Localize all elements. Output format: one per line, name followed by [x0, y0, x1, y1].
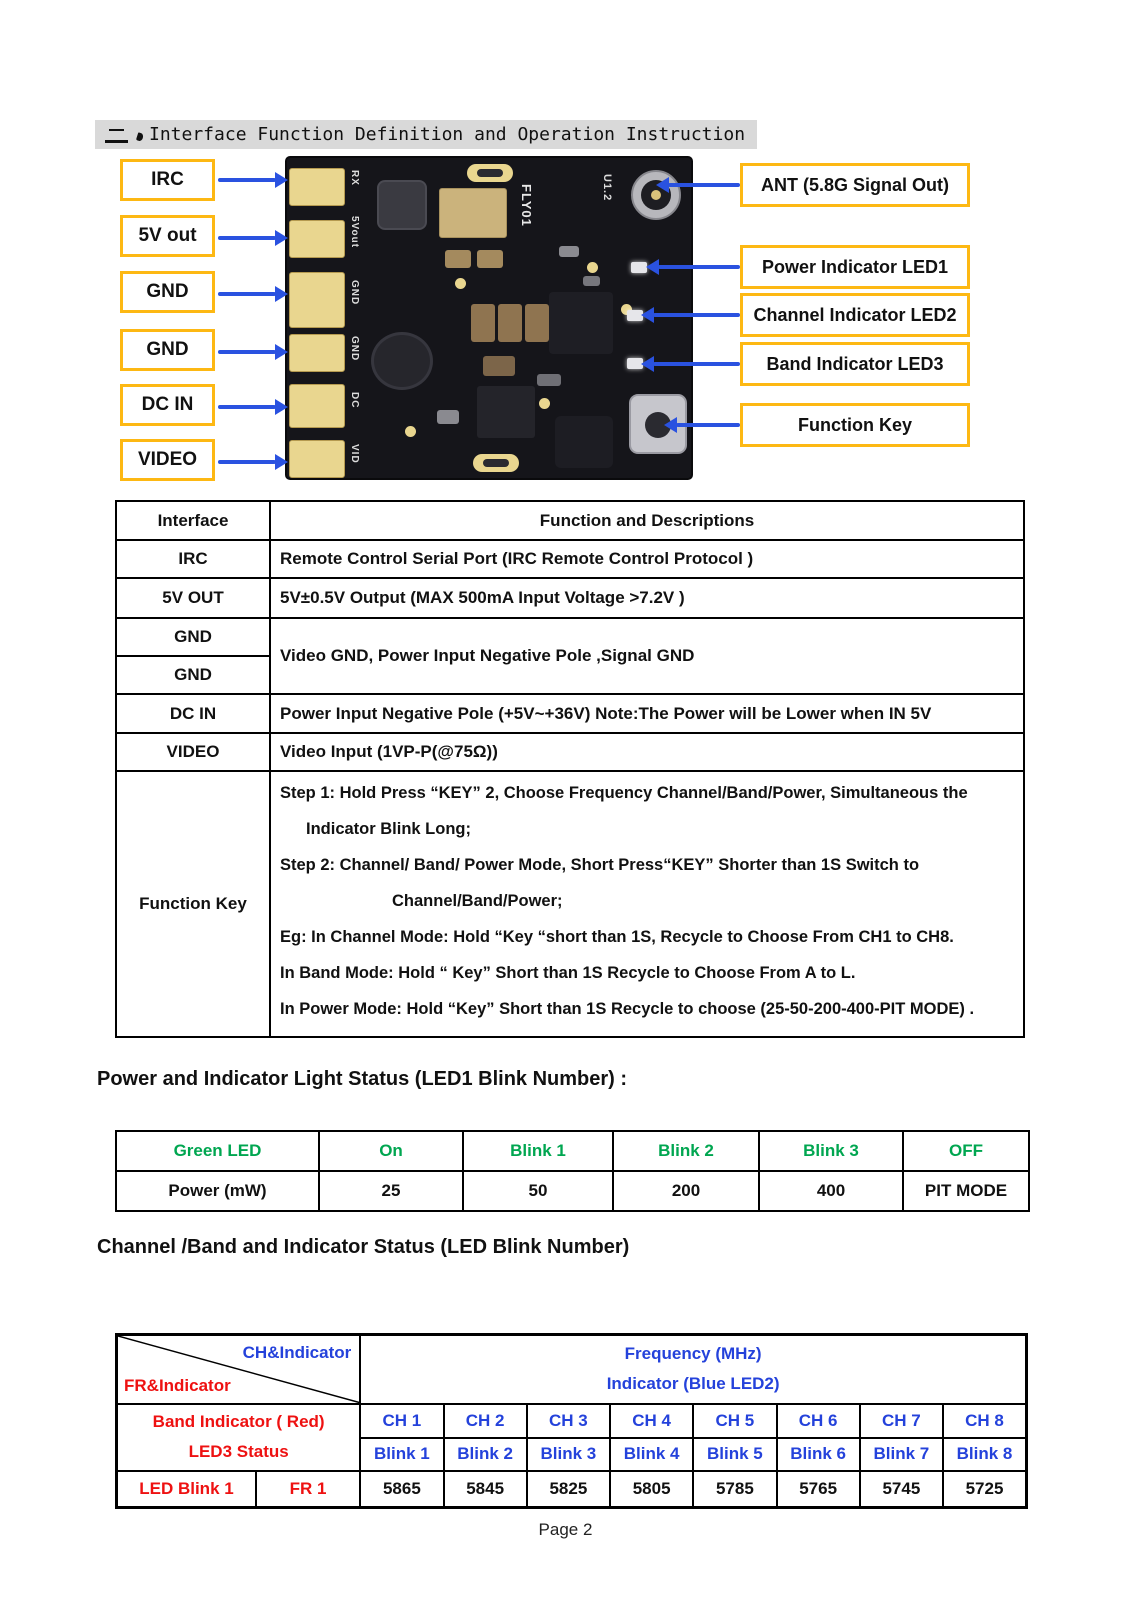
feature-label-text: Power Indicator LED1	[761, 256, 949, 277]
gold-via	[405, 426, 416, 437]
pin-label-text: IRC	[151, 169, 184, 190]
frequency-table	[115, 1333, 1028, 1509]
label-led1	[740, 245, 970, 289]
capacitor	[477, 250, 503, 268]
cell-power-25: 25	[319, 1171, 463, 1211]
cell-power-50: 50	[463, 1171, 613, 1211]
cell-blink-2: Blink 2	[444, 1438, 527, 1471]
label-antenna	[740, 163, 970, 207]
cell-ch6: CH 6	[777, 1404, 860, 1438]
cell-blink-3: Blink 3	[527, 1438, 610, 1471]
pin-label-gnd2	[120, 329, 215, 371]
power-indicator-table	[115, 1130, 1030, 1212]
cell-blink-7: Blink 7	[860, 1438, 943, 1471]
arrow-led1	[658, 265, 740, 269]
frequency-header-line1: Frequency (MHz)	[624, 1344, 762, 1364]
silkscreen-vid: VID	[349, 444, 360, 464]
resistor	[559, 246, 579, 257]
header-function: Function and Descriptions	[270, 501, 1024, 540]
cell-gnd2-label: GND	[116, 656, 270, 694]
pad-gnd2	[289, 334, 345, 372]
arrow-gnd1	[218, 292, 276, 296]
arrow-5vout	[218, 236, 276, 240]
pad-dcin	[289, 384, 345, 428]
band-header-line2: LED3 Status	[188, 1442, 289, 1461]
cell-freq-5725: 5725	[943, 1471, 1026, 1508]
cell-freq-5745: 5745	[860, 1471, 943, 1508]
cell-blink2: Blink 2	[613, 1131, 759, 1171]
pin-label-gnd1	[120, 271, 215, 313]
cell-ch3: CH 3	[527, 1404, 610, 1438]
resistor	[537, 374, 561, 386]
arrow-dcin	[218, 405, 276, 409]
cell-led-blink-1: LED Blink 1	[117, 1471, 256, 1508]
fk-example-power: In Power Mode: Hold “Key” Short than 1S Recycle to choose (25-50-200-400-PIT MODE) .	[280, 1000, 975, 1018]
arrow-led2	[653, 313, 740, 317]
band-header-line1: Band Indicator ( Red)	[152, 1412, 325, 1431]
cell-freq-5865: 5865	[360, 1471, 443, 1508]
fk-example-ch: Eg: In Channel Mode: Hold “Key “short than 1S, Recycle to Choose From CH1 to CH8.	[280, 928, 954, 946]
pad-video	[289, 440, 345, 478]
cell-ch4: CH 4	[610, 1404, 693, 1438]
cell-irc-desc: Remote Control Serial Port (IRC Remote Control Protocol )	[270, 540, 1024, 578]
cell-blink-4: Blink 4	[610, 1438, 693, 1471]
cell-irc-label: IRC	[116, 540, 270, 578]
label-function-key	[740, 403, 970, 447]
frequency-header-line2: Indicator (Blue LED2)	[606, 1374, 780, 1394]
arrow-antenna	[668, 183, 740, 187]
led1-power-indicator	[631, 262, 647, 273]
power-inductor	[371, 332, 433, 390]
cell-ch8: CH 8	[943, 1404, 1026, 1438]
silkscreen-gnd2: GND	[349, 336, 360, 362]
page-title-text: Interface Function Definition and Operation Instruction	[149, 124, 746, 145]
gold-via	[455, 278, 466, 289]
cell-blink3: Blink 3	[759, 1131, 903, 1171]
cell-pit-mode: PIT MODE	[903, 1171, 1029, 1211]
pin-label-5vout	[120, 215, 215, 257]
page-title	[95, 120, 757, 149]
silkscreen-model: FLY01	[519, 184, 534, 227]
power-status-heading: Power and Indicator Light Status (LED1 Blink Number) :	[97, 1068, 628, 1090]
cell-dcin-label: DC IN	[116, 694, 270, 733]
ic-chip	[477, 386, 535, 438]
capacitor	[525, 304, 549, 342]
feature-label-text: Channel Indicator LED2	[753, 304, 957, 325]
silkscreen-gnd1: GND	[349, 280, 360, 306]
cell-freq-5785: 5785	[693, 1471, 776, 1508]
pin-label-video	[120, 439, 215, 481]
capacitor	[483, 356, 515, 376]
capacitor	[471, 304, 495, 342]
pin-label-text: GND	[146, 281, 189, 302]
ic-chip	[549, 292, 613, 354]
cell-5vout-label: 5V OUT	[116, 578, 270, 618]
capacitor	[498, 304, 522, 342]
cell-ch7: CH 7	[860, 1404, 943, 1438]
cell-fr-1: FR 1	[256, 1471, 360, 1508]
arrow-gnd2	[218, 350, 276, 354]
vco-module	[439, 188, 507, 238]
shielded-inductor	[377, 180, 427, 230]
cell-freq-5825: 5825	[527, 1471, 610, 1508]
cell-power-mw: Power (mW)	[116, 1171, 319, 1211]
silkscreen-rx: RX	[349, 170, 360, 186]
fk-step2-cont: Channel/Band/Power;	[392, 892, 563, 910]
resistor	[583, 276, 600, 286]
cell-freq-5765: 5765	[777, 1471, 860, 1508]
cell-ch1: CH 1	[360, 1404, 443, 1438]
label-led3	[740, 342, 970, 386]
cell-power-200: 200	[613, 1171, 759, 1211]
arrow-video	[218, 460, 276, 464]
cell-function-key-label: Function Key	[116, 771, 270, 1037]
header-interface: Interface	[116, 501, 270, 540]
cell-gnd-desc: Video GND, Power Input Negative Pole ,Signal GND	[270, 618, 1024, 694]
page-number: Page 2	[538, 1520, 593, 1539]
cell-video-label: VIDEO	[116, 733, 270, 771]
silkscreen-5vout: 5Vout	[349, 216, 360, 249]
arrow-irc	[218, 178, 276, 182]
cell-blink-5: Blink 5	[693, 1438, 776, 1471]
ic-chip	[555, 416, 613, 468]
cell-blink-8: Blink 8	[943, 1438, 1026, 1471]
channel-status-heading: Channel /Band and Indicator Status (LED Blink Number)	[97, 1236, 630, 1258]
cell-blink-6: Blink 6	[777, 1438, 860, 1471]
band-indicator-header-cell	[117, 1404, 361, 1471]
cell-5vout-desc: 5V±0.5V Output (MAX 500mA Input Voltage >7.2V )	[270, 578, 1024, 618]
pin-label-irc	[120, 159, 215, 201]
pin-label-dcin	[120, 384, 215, 426]
cell-power-400: 400	[759, 1171, 903, 1211]
corner-fr-indicator: FR&Indicator	[124, 1375, 231, 1395]
cell-freq-5805: 5805	[610, 1471, 693, 1508]
resistor	[437, 410, 459, 424]
pad-gnd1	[289, 272, 345, 328]
cell-off: OFF	[903, 1131, 1029, 1171]
cell-on: On	[319, 1131, 463, 1171]
fk-step1: Step 1: Hold Press “KEY” 2, Choose Frequency Channel/Band/Power, Simultaneous the	[280, 784, 968, 802]
cell-freq-5845: 5845	[444, 1471, 527, 1508]
fk-example-band: In Band Mode: Hold “ Key” Short than 1S Recycle to Choose From A to L.	[280, 964, 856, 982]
corner-ch-indicator: CH&Indicator	[242, 1343, 352, 1362]
gold-via	[587, 262, 598, 273]
cell-ch5: CH 5	[693, 1404, 776, 1438]
pin-label-text: GND	[146, 339, 189, 360]
pad-irc	[289, 168, 345, 206]
feature-label-text: Function Key	[797, 414, 912, 435]
fk-step1-cont: Indicator Blink Long;	[306, 820, 471, 838]
pin-label-text: VIDEO	[137, 449, 198, 470]
cell-green-led: Green LED	[116, 1131, 319, 1171]
arrow-led3	[653, 362, 740, 366]
feature-label-text: Band Indicator LED3	[766, 353, 944, 374]
label-led2	[740, 293, 970, 337]
cell-dcin-desc: Power Input Negative Pole (+5V~+36V) Note:The Power will be Lower when IN 5V	[270, 694, 1024, 733]
arrow-function-key	[676, 423, 740, 427]
gold-via	[539, 398, 550, 409]
feature-label-text: ANT (5.8G Signal Out)	[760, 174, 949, 195]
mounting-slot-top	[467, 164, 513, 182]
corner-header-cell	[117, 1335, 361, 1404]
silkscreen-version: U1.2	[601, 174, 613, 202]
cell-ch2: CH 2	[444, 1404, 527, 1438]
fk-step2: Step 2: Channel/ Band/ Power Mode, Short Press“KEY” Shorter than 1S Switch to	[280, 856, 920, 874]
cell-blink-1: Blink 1	[360, 1438, 443, 1471]
cell-blink1: Blink 1	[463, 1131, 613, 1171]
frequency-header-cell	[360, 1335, 1026, 1404]
mounting-slot-bottom	[473, 454, 519, 472]
cjk-numeral-two-icon	[105, 126, 129, 144]
capacitor	[445, 250, 471, 268]
pcb-board-photo	[285, 156, 693, 480]
cell-function-key-desc	[270, 771, 1024, 1037]
pad-5vout	[289, 220, 345, 258]
cell-gnd1-label: GND	[116, 618, 270, 656]
silkscreen-dc: DC	[349, 392, 360, 409]
pin-label-text: DC IN	[141, 394, 194, 415]
interface-function-table	[115, 500, 1025, 1038]
pin-label-text: 5V out	[138, 225, 197, 246]
cell-video-desc: Video Input (1VP-P(@75Ω))	[270, 733, 1024, 771]
